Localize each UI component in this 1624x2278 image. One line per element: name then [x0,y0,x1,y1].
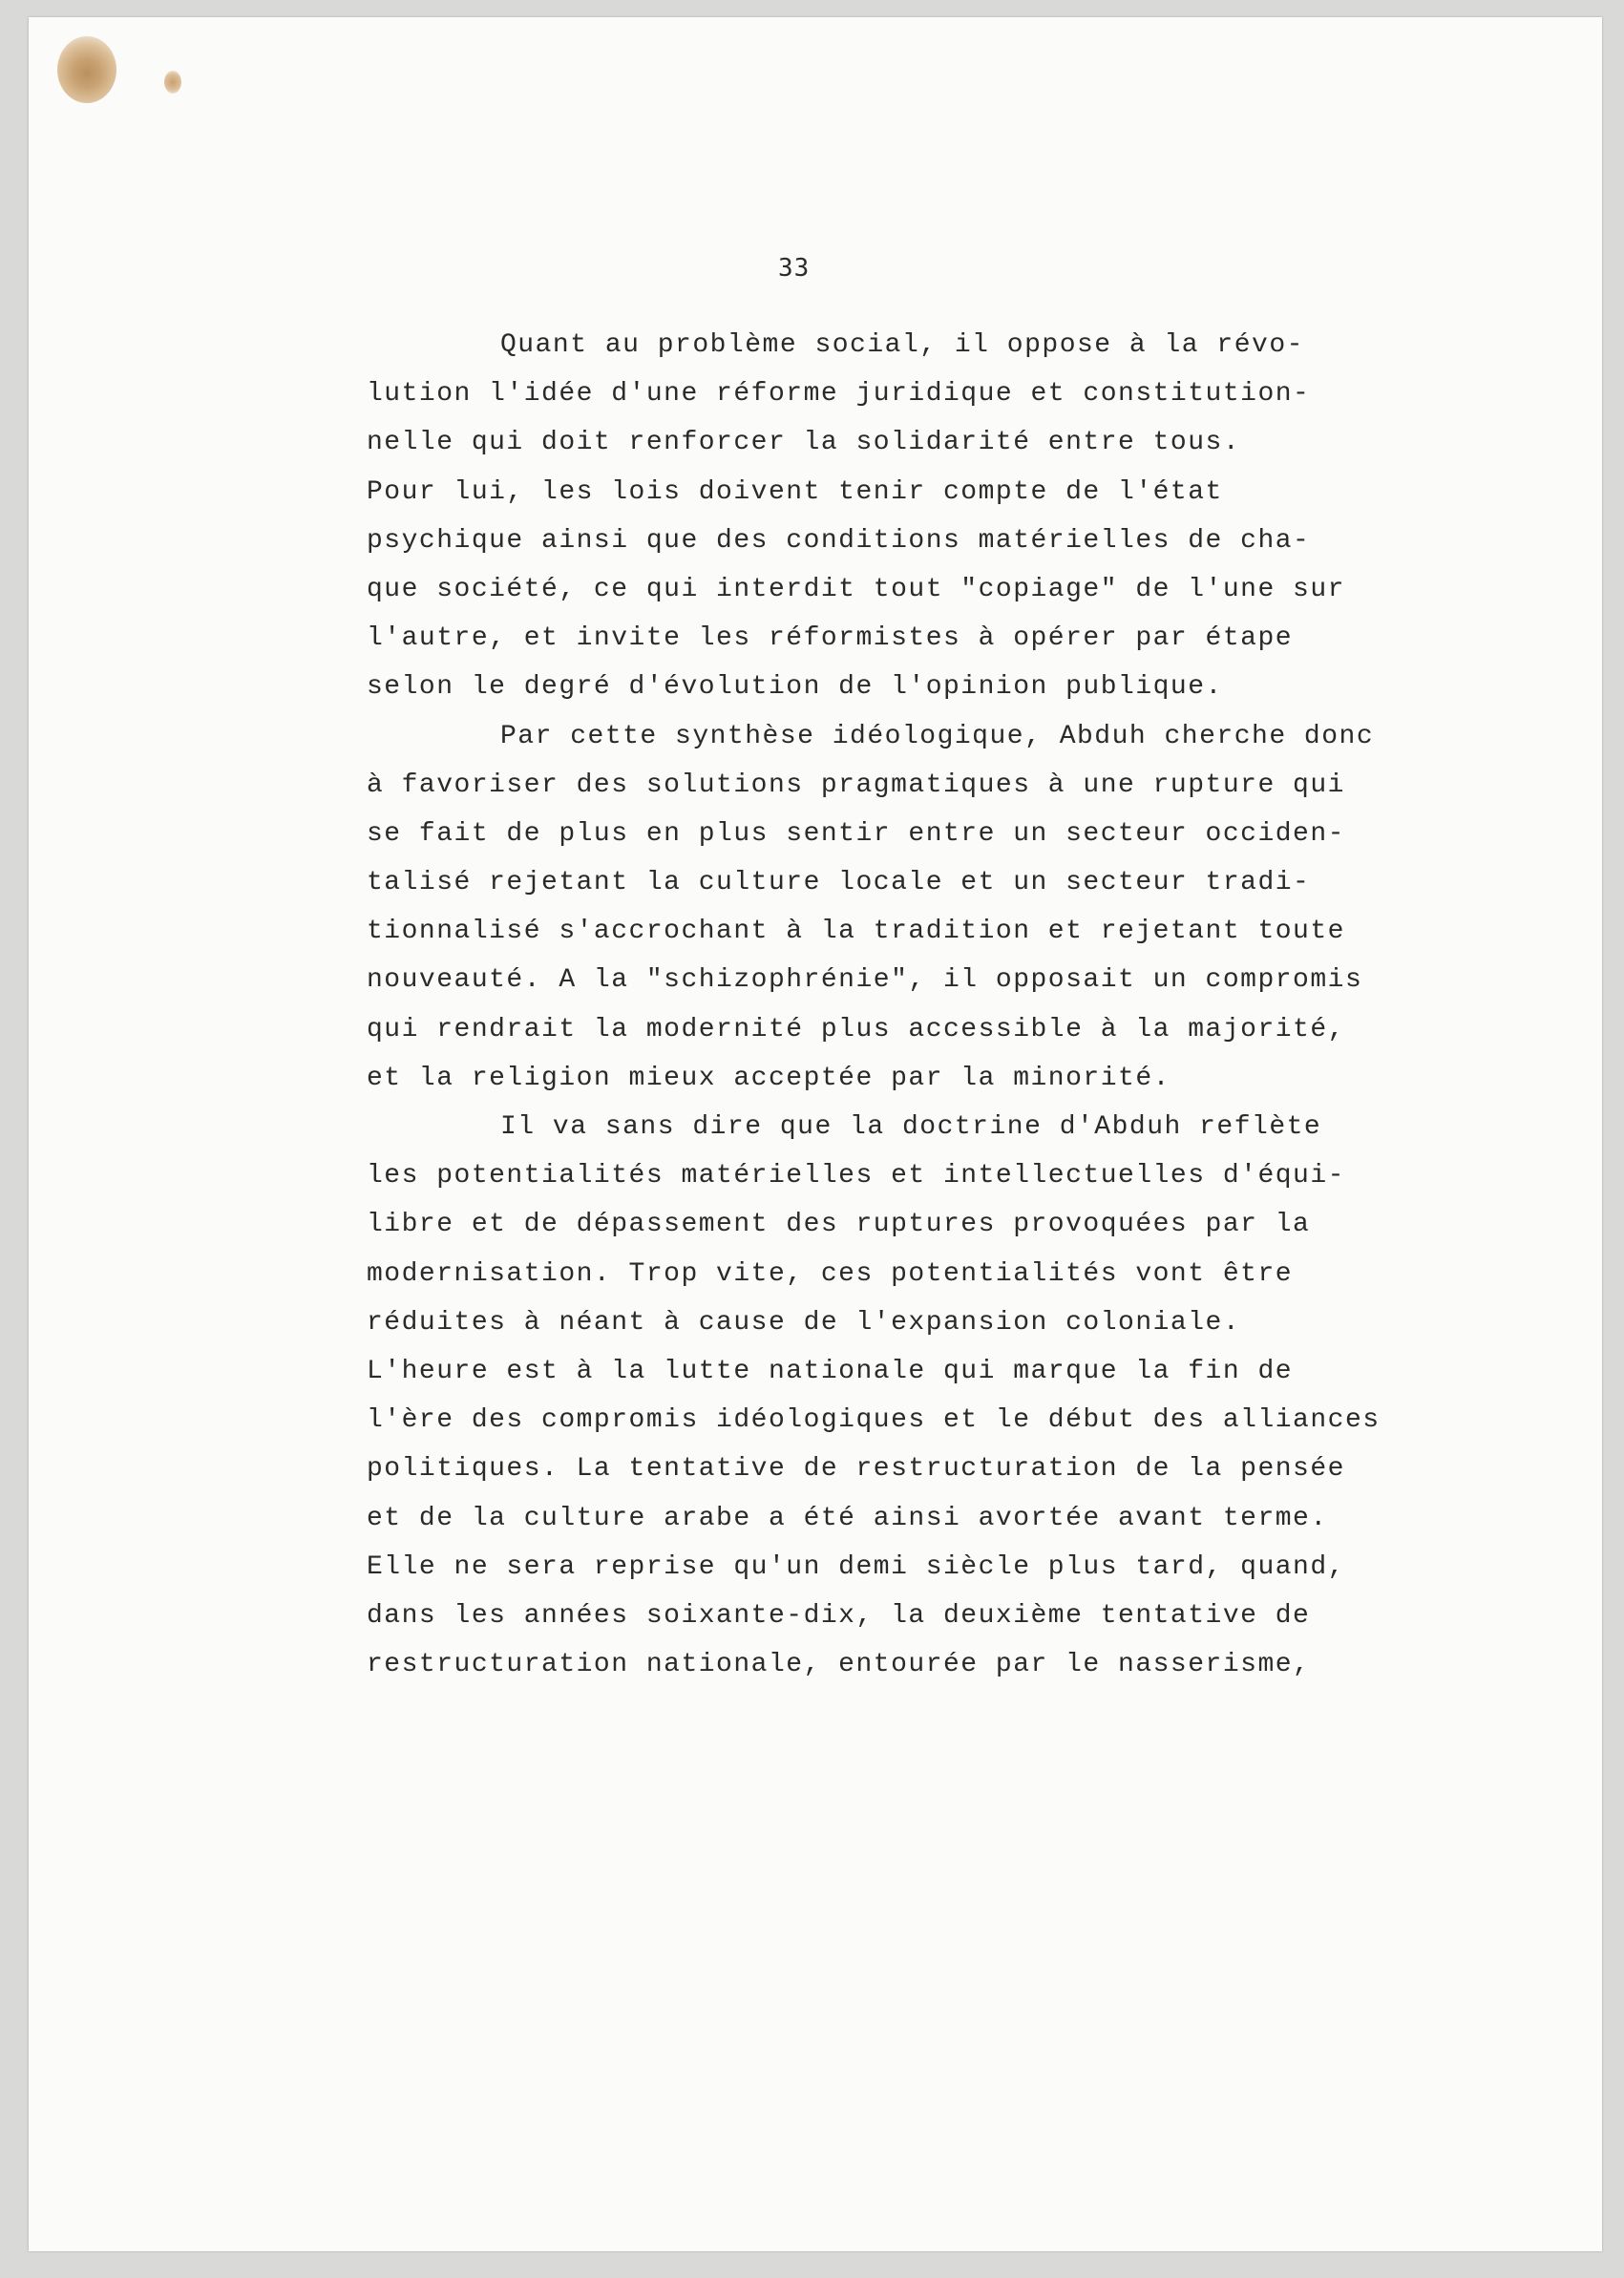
text-line: se fait de plus en plus sentir entre un secteur occiden- [367,818,1345,849]
text-line: tionnalisé s'accrochant à la tradition et rejetant toute [367,917,1345,947]
page-number: 33 [778,254,811,283]
text-line: Elle ne sera reprise qu'un demi siècle plus tard, quand, [367,1551,1345,1582]
text-line: Il va sans dire que la doctrine d'Abduh reflète [500,1112,1322,1142]
text-line: à favoriser des solutions pragmatiques à une rupture qui [367,770,1345,800]
document-page [29,17,1602,2251]
text-line: politiques. La tentative de restructuration de la pensée [367,1454,1345,1485]
text-line: L'heure est à la lutte nationale qui marque la fin de [367,1356,1294,1386]
text-line: réduites à néant à cause de l'expansion coloniale. [367,1307,1241,1338]
text-line: l'ère des compromis idéologiques et le début des alliances [367,1405,1381,1436]
text-line: Quant au problème social, il oppose à la révo- [500,330,1304,360]
text-line: qui rendrait la modernité plus accessible à la majorité, [367,1014,1345,1044]
text-line: psychique ainsi que des conditions matérielles de cha- [367,525,1311,556]
text-line: restructuration nationale, entourée par le nasserisme, [367,1650,1311,1680]
text-line: les potentialités matérielles et intellectuelles d'équi- [367,1161,1345,1192]
text-line: et de la culture arabe a été ainsi avortée avant terme. [367,1503,1328,1533]
text-line: nouveauté. A la "schizophrénie", il opposait un compromis [367,965,1363,996]
text-line: et la religion mieux acceptée par la minorité. [367,1063,1171,1093]
text-line: talisé rejetant la culture locale et un secteur tradi- [367,868,1311,898]
text-line: Par cette synthèse idéologique, Abduh cherche donc [500,721,1375,751]
body-text [367,321,1550,1689]
text-line: selon le degré d'évolution de l'opinion publique. [367,672,1223,703]
text-line: lution l'idée d'une réforme juridique et constitution- [367,379,1311,410]
paper-stain [57,36,116,103]
paper-stain-small [164,71,181,94]
text-line: dans les années soixante-dix, la deuxième tentative de [367,1600,1311,1631]
text-line: nelle qui doit renforcer la solidarité entre tous. [367,428,1241,458]
text-line: modernisation. Trop vite, ces potentialités vont être [367,1258,1294,1289]
text-line: l'autre, et invite les réformistes à opérer par étape [367,623,1294,654]
text-line: que société, ce qui interdit tout "copiage" de l'une sur [367,574,1345,604]
text-line: libre et de dépassement des ruptures provoquées par la [367,1210,1311,1240]
text-line: Pour lui, les lois doivent tenir compte de l'état [367,476,1223,507]
